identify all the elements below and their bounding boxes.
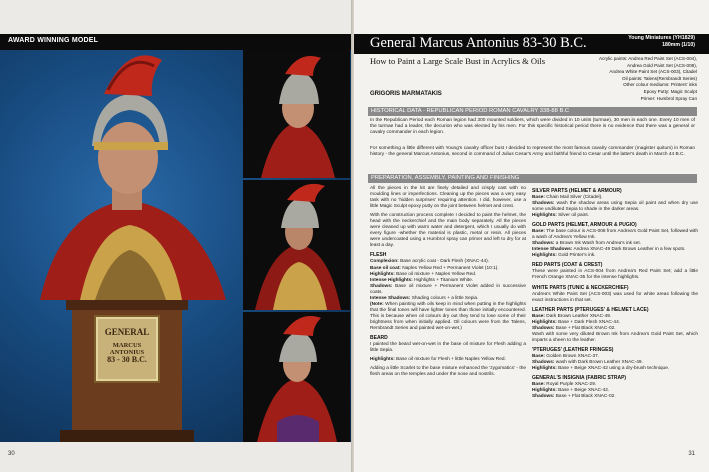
subheading-white: WHITE PARTS (TUNIC & NECKERCHIEF) xyxy=(532,284,629,291)
thumbnail-photo-back xyxy=(243,312,350,442)
step-text: Base oil mixture + Permanent Violet added in successive coats. xyxy=(370,283,526,295)
body-paragraph: Adding a little Scarlet to the base mixture enhanced the 'zygomatics' - the flesh areas on the temples and under the nose and nostrils. xyxy=(370,366,526,378)
step-label: Base oil coat: xyxy=(370,265,401,271)
kit-brand: Young Miniatures (YH1829) xyxy=(628,35,695,41)
step-label: Highlights: xyxy=(370,271,395,277)
step-label: Intense Shadows: xyxy=(370,295,411,301)
step-label: Shadows: xyxy=(532,394,555,400)
silver-steps xyxy=(532,195,698,219)
flesh-steps xyxy=(370,259,526,332)
body-paragraph: With the construction process complete I decided to paint the helmet, the head with the neckerchief and the main body separately. All the pieces were cleaned up with warm water and detergent, which I usually do with every figure -whether the material is plastic, metal or resin. All pieces were undercoated using a Humbrol spray can primer and left to dry for at least a day. xyxy=(370,213,526,249)
text-column-right xyxy=(532,186,698,403)
step-label: Complexion: xyxy=(370,259,399,265)
beard-steps xyxy=(370,357,526,363)
materials-list xyxy=(547,56,697,102)
step-text: Naples Yellow Red + Permanent Violet (10:1). xyxy=(400,265,499,271)
insignia-steps xyxy=(532,382,698,400)
step-label: Intense Shadows: xyxy=(532,247,573,253)
step-label: Base: xyxy=(532,195,545,200)
right-page xyxy=(354,0,709,472)
body-paragraph: These were painted in ACS-004 from Andrea's Red Paint Set; add a little French Orange XNAC-35 for the intense highlights. xyxy=(532,269,698,281)
materials-line: Andrea Gold Paint Set (ACS-008), xyxy=(627,62,697,68)
subheading-leather: LEATHER PARTS (PTERUGES' & HELMET LACE) xyxy=(532,306,649,313)
intro-paragraph-1: In the Republican Period each Roman legion had 300 mounted soldiers, which were divided in 10 units (turmae), 30 men in each one. Every 10 men of the turmae had a leader, the decurion who was elected by his men. For this specific historical period there is no evidence that there was a general or cavalry commander in each legion. xyxy=(370,118,695,136)
step-text: Highlights + Titanium White. xyxy=(412,277,474,283)
materials-line: Oil paints: Talens(Rembrandt Series) xyxy=(622,75,697,81)
article-author: GRIGORIS MARMATAKIS xyxy=(370,91,442,97)
step-text: Base + Dark Flesh XNAC-44. xyxy=(556,319,621,325)
step-text: wash with Dark Brown Leather XNAC-49. xyxy=(554,359,643,365)
award-banner xyxy=(0,34,352,50)
bust-illustration xyxy=(0,50,243,442)
name-plaque xyxy=(94,315,160,383)
subheading-silver: SILVER PARTS (HELMET & ARMOUR) xyxy=(532,188,622,194)
step-label: Shadows: xyxy=(532,359,555,365)
plaque-line-1: GENERAL xyxy=(104,327,150,337)
materials-line: Acrylic paints: Andrea Red Paint Set (ACS-004), xyxy=(598,56,697,61)
body-paragraph: Andrea's White Paint Set (ACS-003) was used for white areas following the exact instructions in that set. xyxy=(532,291,698,303)
step-label: Base: xyxy=(532,353,545,359)
step-text: When painting with oils keep in mind when putting in the highlights that the final tones will have lighter tones than those initially encountered. This is because when oil colours dry out they tend to lose some of their brightness from when initially applied. Oil colours were from the Talens, Rembrandt Series and painted wet-on-wet.) xyxy=(370,301,526,331)
step-text: a Brown Ink Wash from Andrea's ink set. xyxy=(554,241,641,247)
step-text: Base + Beige XNAC-42 using a dry-brush technique. xyxy=(556,365,670,371)
step-label: Base: xyxy=(532,313,545,319)
leather-steps xyxy=(532,314,698,344)
page-number-left: 30 xyxy=(8,451,15,457)
step-text: wash the shadow areas using Sepia oil paint and when dry use some undiluted Sepia to shade in the darker areas. xyxy=(532,201,698,213)
page-number-right: 31 xyxy=(688,451,695,457)
kit-scale: 180mm (1/10) xyxy=(662,42,695,48)
step-text: Shading colours + a little Sepia. xyxy=(410,295,479,301)
materials-line: Other colour mediums: Printers' inks xyxy=(623,82,697,88)
step-text: Chain Mail Silver (Citadel). xyxy=(544,195,603,200)
step-label: Shadows: xyxy=(532,201,555,207)
step-text: Base oil mixture for Flesh + little Naples Yellow Red. xyxy=(394,357,506,363)
step-text: The base colour is ACS-008 from Andrea's Gold Paint Set, followed with a wash of Andrea's Yellow Ink. xyxy=(532,229,698,241)
body-paragraph: All the pieces in the kit are finely detailed and crisply cast with no moulding lines or imperfections. Cleaning up the pieces was a very easy task with no 'hidden surprises' requiring attention. I did, however, use a little Magic Sculpt epoxy putty on the joint between helmet and crest. xyxy=(370,186,526,210)
step-label: (Note: xyxy=(370,301,384,307)
step-text: Gold Printer's ink. xyxy=(556,253,596,259)
step-label: Base: xyxy=(532,381,545,387)
section-heading-history: HISTORICAL DATA - REPUBLICAN PERIOD ROMAN CAVALRY 338-88 B.C xyxy=(368,107,697,116)
step-text: Golden Brown XNAC-37. xyxy=(544,353,600,359)
subheading-gold: GOLD PARTS (HELMET, ARMOUR & PUGIO) xyxy=(532,222,637,229)
plaque-line-3: 83 - 30 B.C. xyxy=(107,355,147,364)
materials-line: Andrea White Paint Set (ACS-003), Citadel xyxy=(609,69,697,75)
step-label: Highlights: xyxy=(370,357,395,363)
thumbnail-photo-side xyxy=(243,180,350,310)
step-label: Shadows: xyxy=(532,241,555,247)
award-label: AWARD WINNING MODEL xyxy=(8,37,99,44)
subheading-flesh: FLESH xyxy=(370,252,387,259)
step-text: Wash with some very diluted Brown Ink from Andrea's Gold Paint Set, which imparts a sheen to the leather. xyxy=(532,331,698,343)
subheading-red: RED PARTS (COAT & CREST) xyxy=(532,262,603,269)
materials-line: Epoxy Putty: Magic Sculpt xyxy=(643,88,697,94)
step-text: Dark Brown Leather XNAC-49. xyxy=(544,313,612,319)
step-label: Highlights: xyxy=(532,253,557,259)
article-title: General Marcus Antonius 83-30 B.C. xyxy=(370,35,587,51)
step-label: Highlights: xyxy=(532,388,557,394)
article-subtitle: How to Paint a Large Scale Bust in Acrylics & Oils xyxy=(370,56,546,66)
step-label: Intense Highlights: xyxy=(370,277,413,283)
materials-line: Primer: Humbrol Spray Can xyxy=(640,95,697,101)
subheading-pteruges: 'PTERUGES' (LEATHER FRINGES) xyxy=(532,346,614,353)
left-page-footer xyxy=(0,442,352,472)
step-label: Highlights: xyxy=(532,365,557,371)
step-label: Base: xyxy=(532,229,545,235)
step-label: Highlights: xyxy=(532,319,557,325)
step-text: Base + Flat Black XNAC-02. xyxy=(554,394,616,400)
pteruges-steps xyxy=(532,354,698,372)
step-label: Highlights: xyxy=(532,213,557,219)
step-text: Base oil mixture + Naples Yellow Red. xyxy=(394,271,477,277)
gold-steps xyxy=(532,229,698,259)
step-text: Base + Beige XNAC-42. xyxy=(556,388,610,394)
step-label: Shadows: xyxy=(370,283,393,289)
section-heading-preparation: PREPARATION, ASSEMBLY, PAINTING AND FINISHING xyxy=(368,174,697,183)
plaque-line-2: MARCUS ANTONIUS xyxy=(109,342,145,356)
subheading-insignia: GENERAL'S INSIGNIA (FABRIC STRAP) xyxy=(532,374,627,381)
text-column-left xyxy=(370,186,526,381)
step-text: Base + Flat Black XNAC-02. xyxy=(554,325,616,331)
body-paragraph: I painted the beard wet-on-wet in the base oil mixture for Flesh adding a little Sepia. xyxy=(370,342,526,354)
step-text: Andrea XNAC-49 Dark Brown Leather in a few spots. xyxy=(572,247,686,253)
subheading-beard: BEARD xyxy=(370,335,388,342)
kit-info xyxy=(628,35,695,49)
step-text: Silver oil paint. xyxy=(556,213,590,219)
thumbnail-photo-front xyxy=(243,50,350,178)
step-label: Shadows: xyxy=(532,325,555,331)
step-text: Base acrylic coat - Dark Flesh (XNAC-44). xyxy=(398,259,490,265)
intro-paragraph-2: For something a little different with Young's cavalry officer bust I decided to represent the most famous cavalry commander (magister quitum) in Roman history - the general Marcus Antonius, second in command of Julius Cesar's Army and faithful friend to Cesar until the latter's death in March 44 B.C. xyxy=(370,146,695,158)
step-text: Royal Purple XNAC-29. xyxy=(544,381,597,387)
